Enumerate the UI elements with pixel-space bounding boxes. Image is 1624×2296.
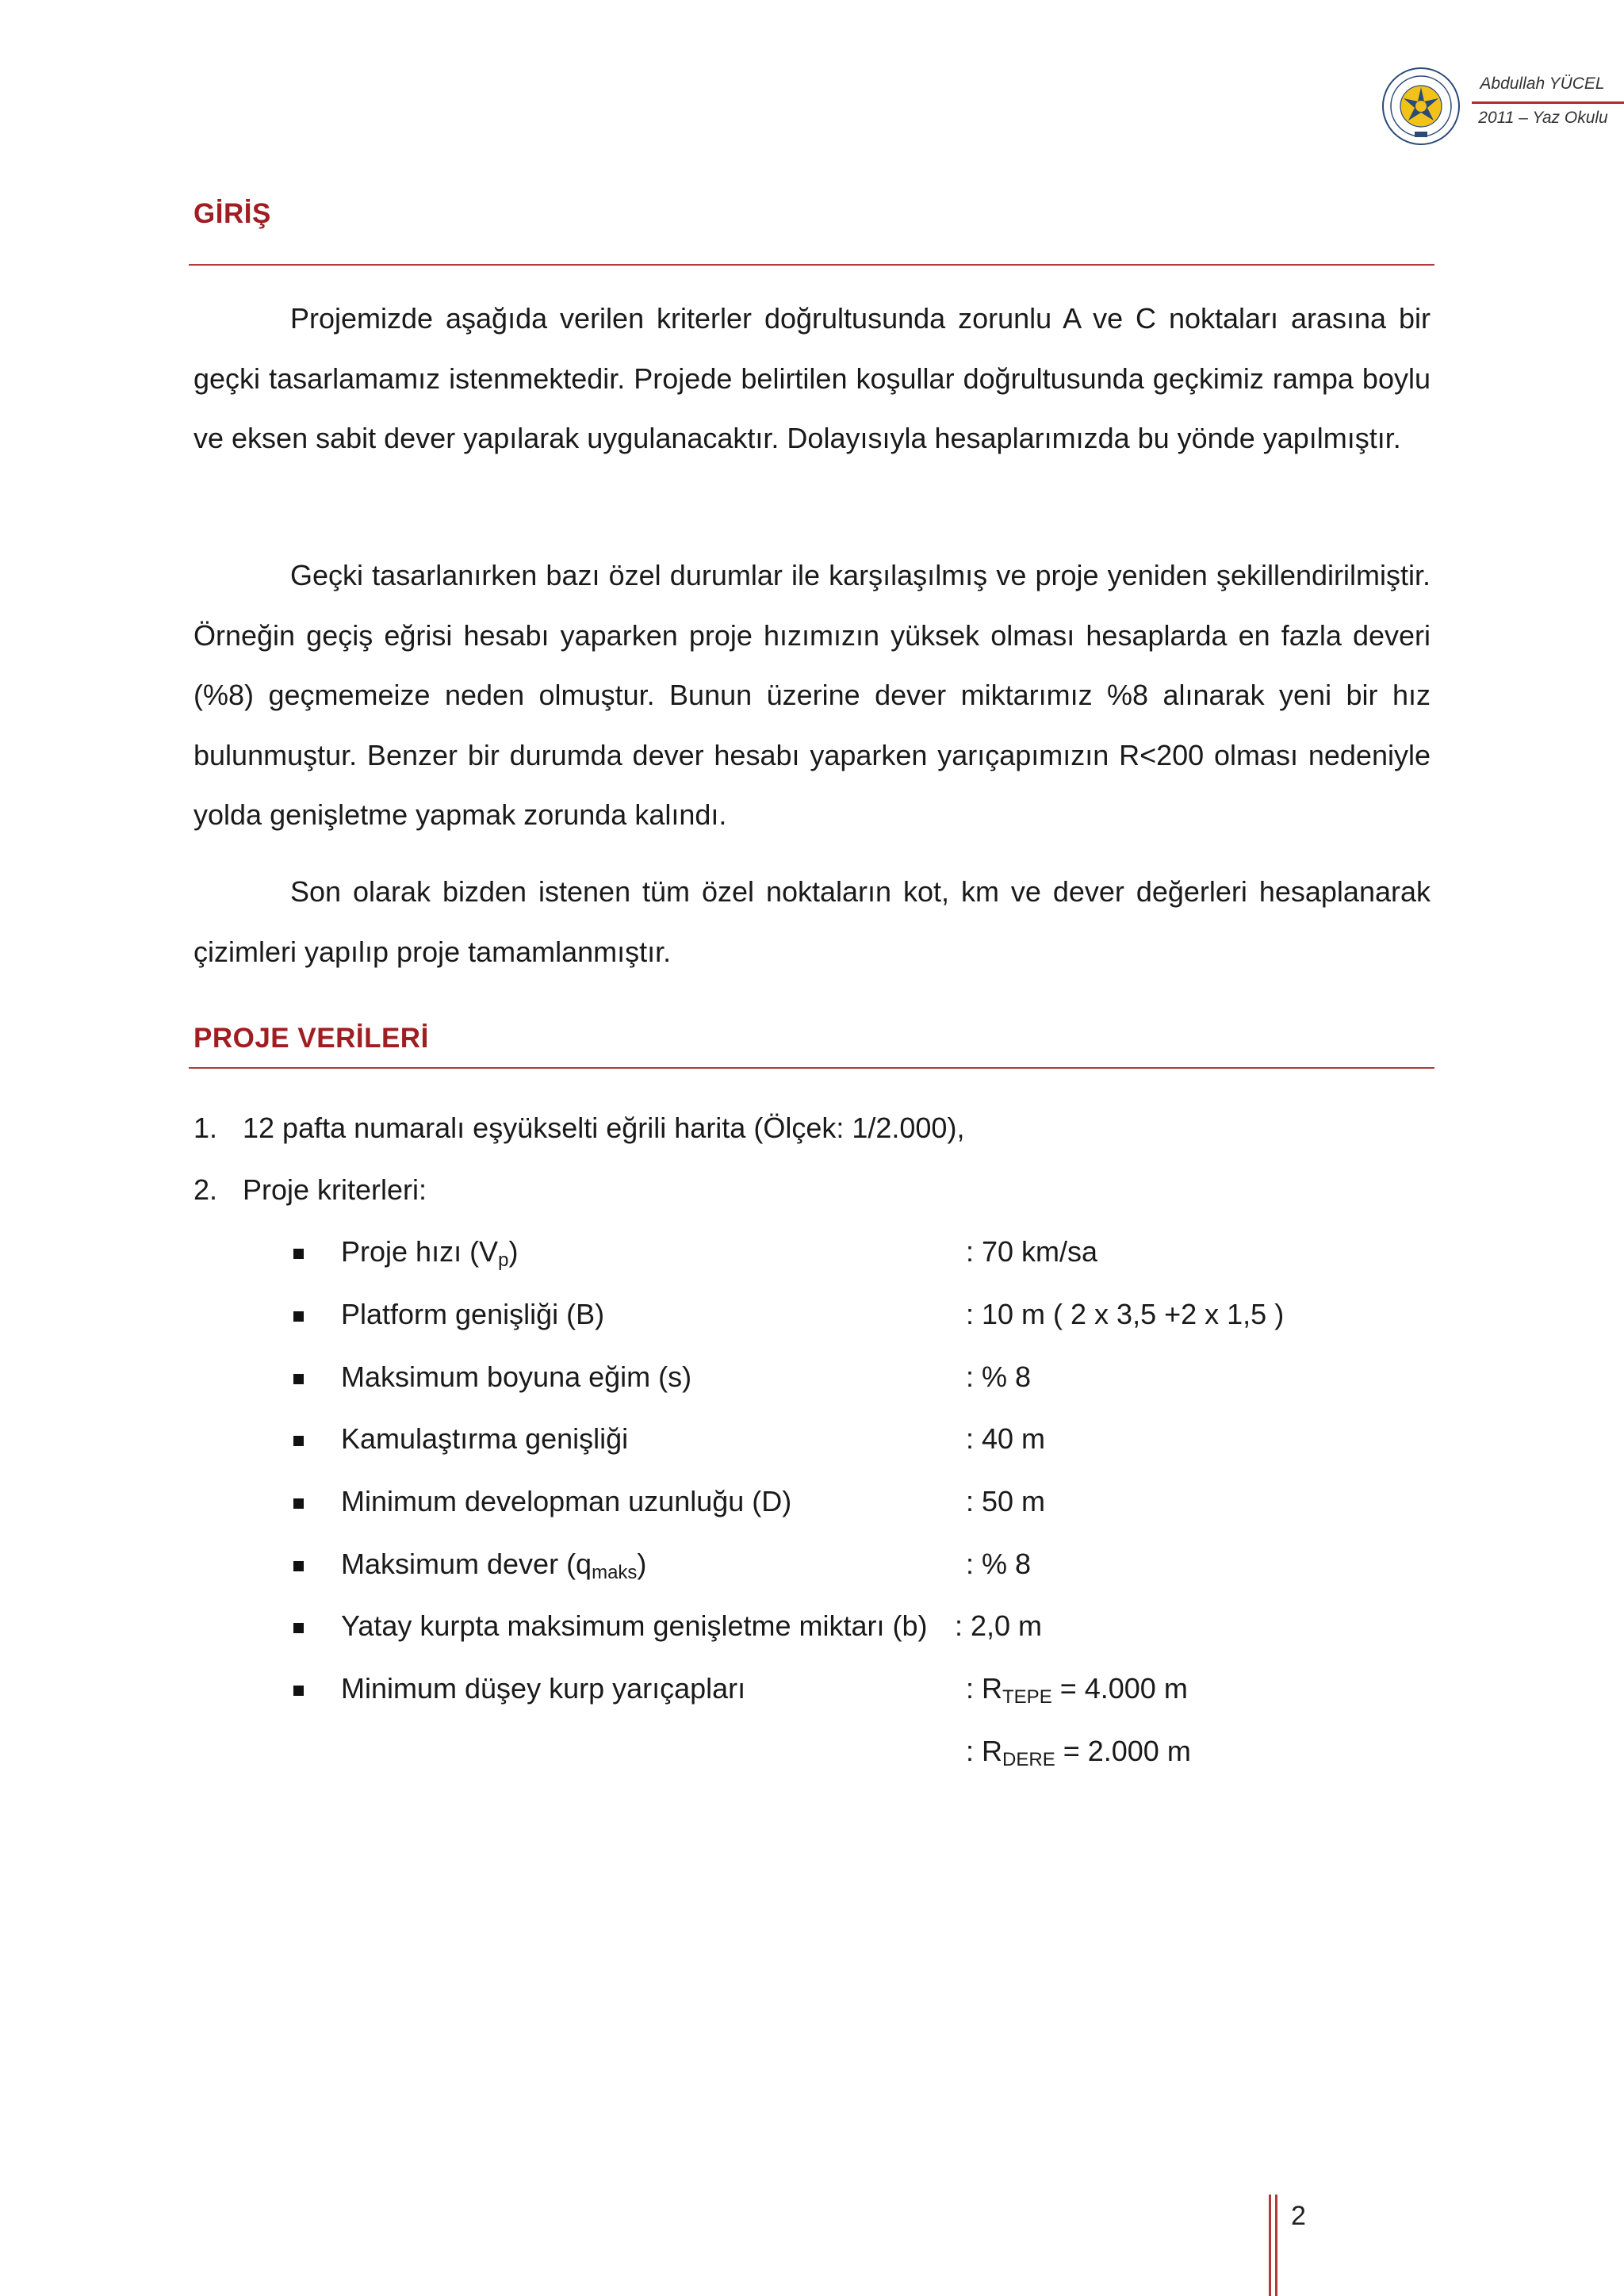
bullet-icon xyxy=(293,1561,304,1571)
intro-paragraph-1: Projemizde aşağıda verilen kriterler doğrultusunda zorunlu A ve C noktaları arasına bir geçki tasarlamamız istenmektedir. Projede belirtilen koşullar doğrultusunda geçkimiz rampa boylu ve eksen sabit dever yapılarak uygulanacaktır. Dolayısıyla hesaplarımızda bu yönde yapılmıştır. xyxy=(193,302,1431,454)
bullet-icon xyxy=(293,1623,304,1633)
criteria-row-vertical-curve: Minimum düşey kurp yarıçapları : $R_{TEPE} = 4.000$ m xyxy=(290,1672,1448,1720)
header-divider xyxy=(1472,101,1624,104)
intro-paragraph-3: Son olarak bizden istenen tüm özel noktaların kot, km ve dever değerleri hesaplanarak çizimleri yapılıp proje tamamlanmıştır. xyxy=(193,875,1431,968)
university-logo-icon xyxy=(1381,67,1461,146)
criteria-row-widening: Yatay kurpta maksimum genişletme miktarı (b) : 2,0 m xyxy=(290,1609,1448,1657)
section-divider-intro xyxy=(189,264,1434,266)
list-item: 1. 12 pafta numaralı eşyükselti eğrili harita (Ölçek: 1/2.000), xyxy=(193,1112,965,1144)
criteria-row-vertical-curve-sag: : $R_{DERE} = 2.000$ m xyxy=(966,1735,1191,1770)
criteria-row-development-length: Minimum developman uzunluğu (D) : 50 m xyxy=(290,1485,1448,1533)
criteria-row-speed: Proje hızı $(V_p)$ : 70 km/sa xyxy=(290,1235,1448,1283)
bullet-icon xyxy=(293,1249,304,1259)
bullet-icon xyxy=(293,1374,304,1384)
criteria-row-max-grade: Maksimum boyuna eğim (s) : % 8 xyxy=(290,1360,1448,1408)
section-divider-project-data xyxy=(189,1067,1434,1069)
bullet-icon xyxy=(293,1436,304,1446)
bullet-icon xyxy=(293,1311,304,1322)
list-item: 2. Proje kriterleri: xyxy=(193,1173,427,1206)
section-title-project-data: PROJE VERİLERİ xyxy=(193,1023,429,1054)
header-author: Abdullah YÜCEL xyxy=(1480,75,1605,93)
section-title-intro: GİRİŞ xyxy=(193,198,271,229)
criteria-row-expropriation: Kamulaştırma genişliği : 40 m xyxy=(290,1422,1448,1470)
footer-bar xyxy=(1269,2195,1271,2296)
page-number: 2 xyxy=(1291,2201,1306,2231)
footer-bar xyxy=(1275,2195,1277,2296)
criteria-row-platform-width: Platform genişliği (B) : 10 m ( 2 x 3,5 +2 x 1,5 ) xyxy=(290,1298,1448,1345)
criteria-row-max-superelevation: Maksimum dever $(q_{maks})$ : % 8 xyxy=(290,1548,1448,1595)
intro-paragraph-2: Geçki tasarlanırken bazı özel durumlar ile karşılaşılmış ve proje yeniden şekillendirilmiştir. Örneğin geçiş eğrisi hesabı yaparken proje hızımızın yüksek olması hesaplarda en fazla deveri (%8) geçmemeize neden olmuştur. Bunun üzerine dever miktarımız %8 alınarak yeni bir hız bulunmuştur. Benzer bir durumda dever hesabı yaparken yarıçapımızın R<200 olması nedeniyle yolda genişletme yapmak zorunda kalındı. xyxy=(193,559,1431,831)
bullet-icon xyxy=(293,1686,304,1696)
header-subtitle: 2011 – Yaz Okulu xyxy=(1478,109,1608,127)
bullet-icon xyxy=(293,1498,304,1509)
